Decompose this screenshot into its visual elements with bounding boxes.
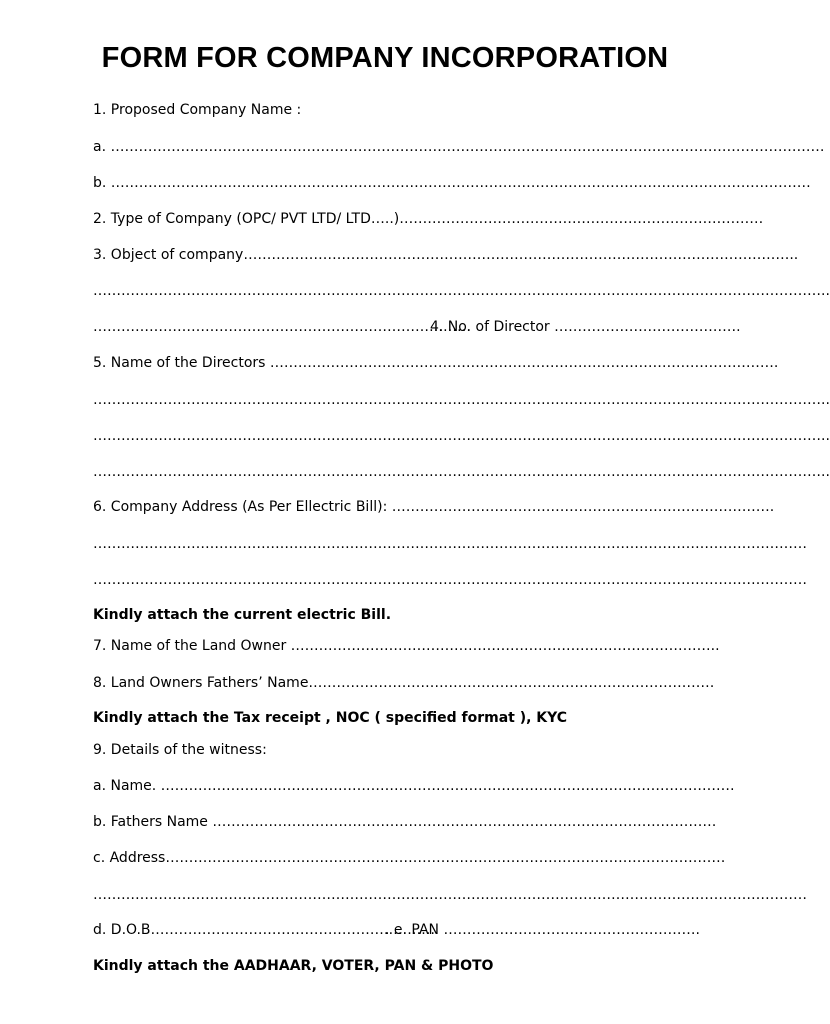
- witness-dob-pan-row: [93, 919, 700, 941]
- company-type-field: 2. Type of Company (OPC/ PVT LTD/ LTD…..)……………………………………………………………………: [93, 211, 764, 227]
- company-object-continuation: …………………………………………………………………………………………………………………………………………..: [93, 283, 830, 299]
- company-name-option-a: a. ………………………………………………………………………………………………………………………………………: [93, 139, 825, 155]
- tax-receipt-note: Kindly attach the Tax receipt , NOC ( specified format ), KYC: [93, 710, 568, 726]
- company-address-continuation-1: ………………………………………………………………………………………………………………………………………: [93, 536, 807, 552]
- director-names-continuation-2: …………………………………………………………………………………………………………………………………………..: [93, 428, 830, 444]
- proposed-company-name-label: 1. Proposed Company Name :: [93, 102, 302, 118]
- witness-pan-field: . e. PAN ……………………………………………….: [385, 922, 700, 938]
- identity-documents-note: Kindly attach the AADHAAR, VOTER, PAN & PHOTO: [93, 958, 494, 974]
- company-address-field: 6. Company Address (As Per Ellectric Bill): ……………………………………………………………………….: [93, 499, 775, 515]
- witness-dob-field: d. D.O.B…………………………………………………….: [93, 922, 435, 938]
- witness-address-continuation: ………………………………………………………………………………………………………………………………………: [93, 887, 807, 903]
- number-of-directors-field: 4. No. of Director ………………………………….: [430, 319, 741, 335]
- director-names-continuation-1: …………………………………………………………………………………………………………………………………………..: [93, 392, 830, 408]
- witness-name-field: a. Name. ……………………………………………………………………………………………………………: [93, 778, 735, 794]
- land-owner-name-field: 7. Name of the Land Owner ………………………………………………………………………………..: [93, 638, 720, 654]
- company-address-continuation-2: ………………………………………………………………………………………………………………………………………: [93, 572, 807, 588]
- electric-bill-note: Kindly attach the current electric Bill.: [93, 607, 392, 623]
- witness-father-name-field: b. Fathers Name ………………………………………………………………………………………………: [93, 814, 717, 830]
- form-title: FORM FOR COMPANY INCORPORATION: [101, 42, 669, 74]
- company-object-continuation-short: ………………………………………………………………………: [93, 319, 471, 335]
- witness-address-field: c. Address…………………………………………………………………………………………………………: [93, 850, 726, 866]
- land-owner-father-name-field: 8. Land Owners Fathers’ Name……………………………………………………………………………: [93, 675, 715, 691]
- director-names-field: 5. Name of the Directors ……………………………………………………………………………………………….: [93, 355, 779, 371]
- director-names-continuation-3: …………………………………………………………………………………………………………………………………………..: [93, 464, 830, 480]
- company-object-field: 3. Object of company………………………………………………………………………………………………………..: [93, 247, 799, 263]
- company-name-option-b: b. ……………………………………………………………………………………………………………………………………: [93, 175, 811, 191]
- witness-details-heading: 9. Details of the witness:: [93, 742, 267, 758]
- director-count-row: [93, 316, 741, 338]
